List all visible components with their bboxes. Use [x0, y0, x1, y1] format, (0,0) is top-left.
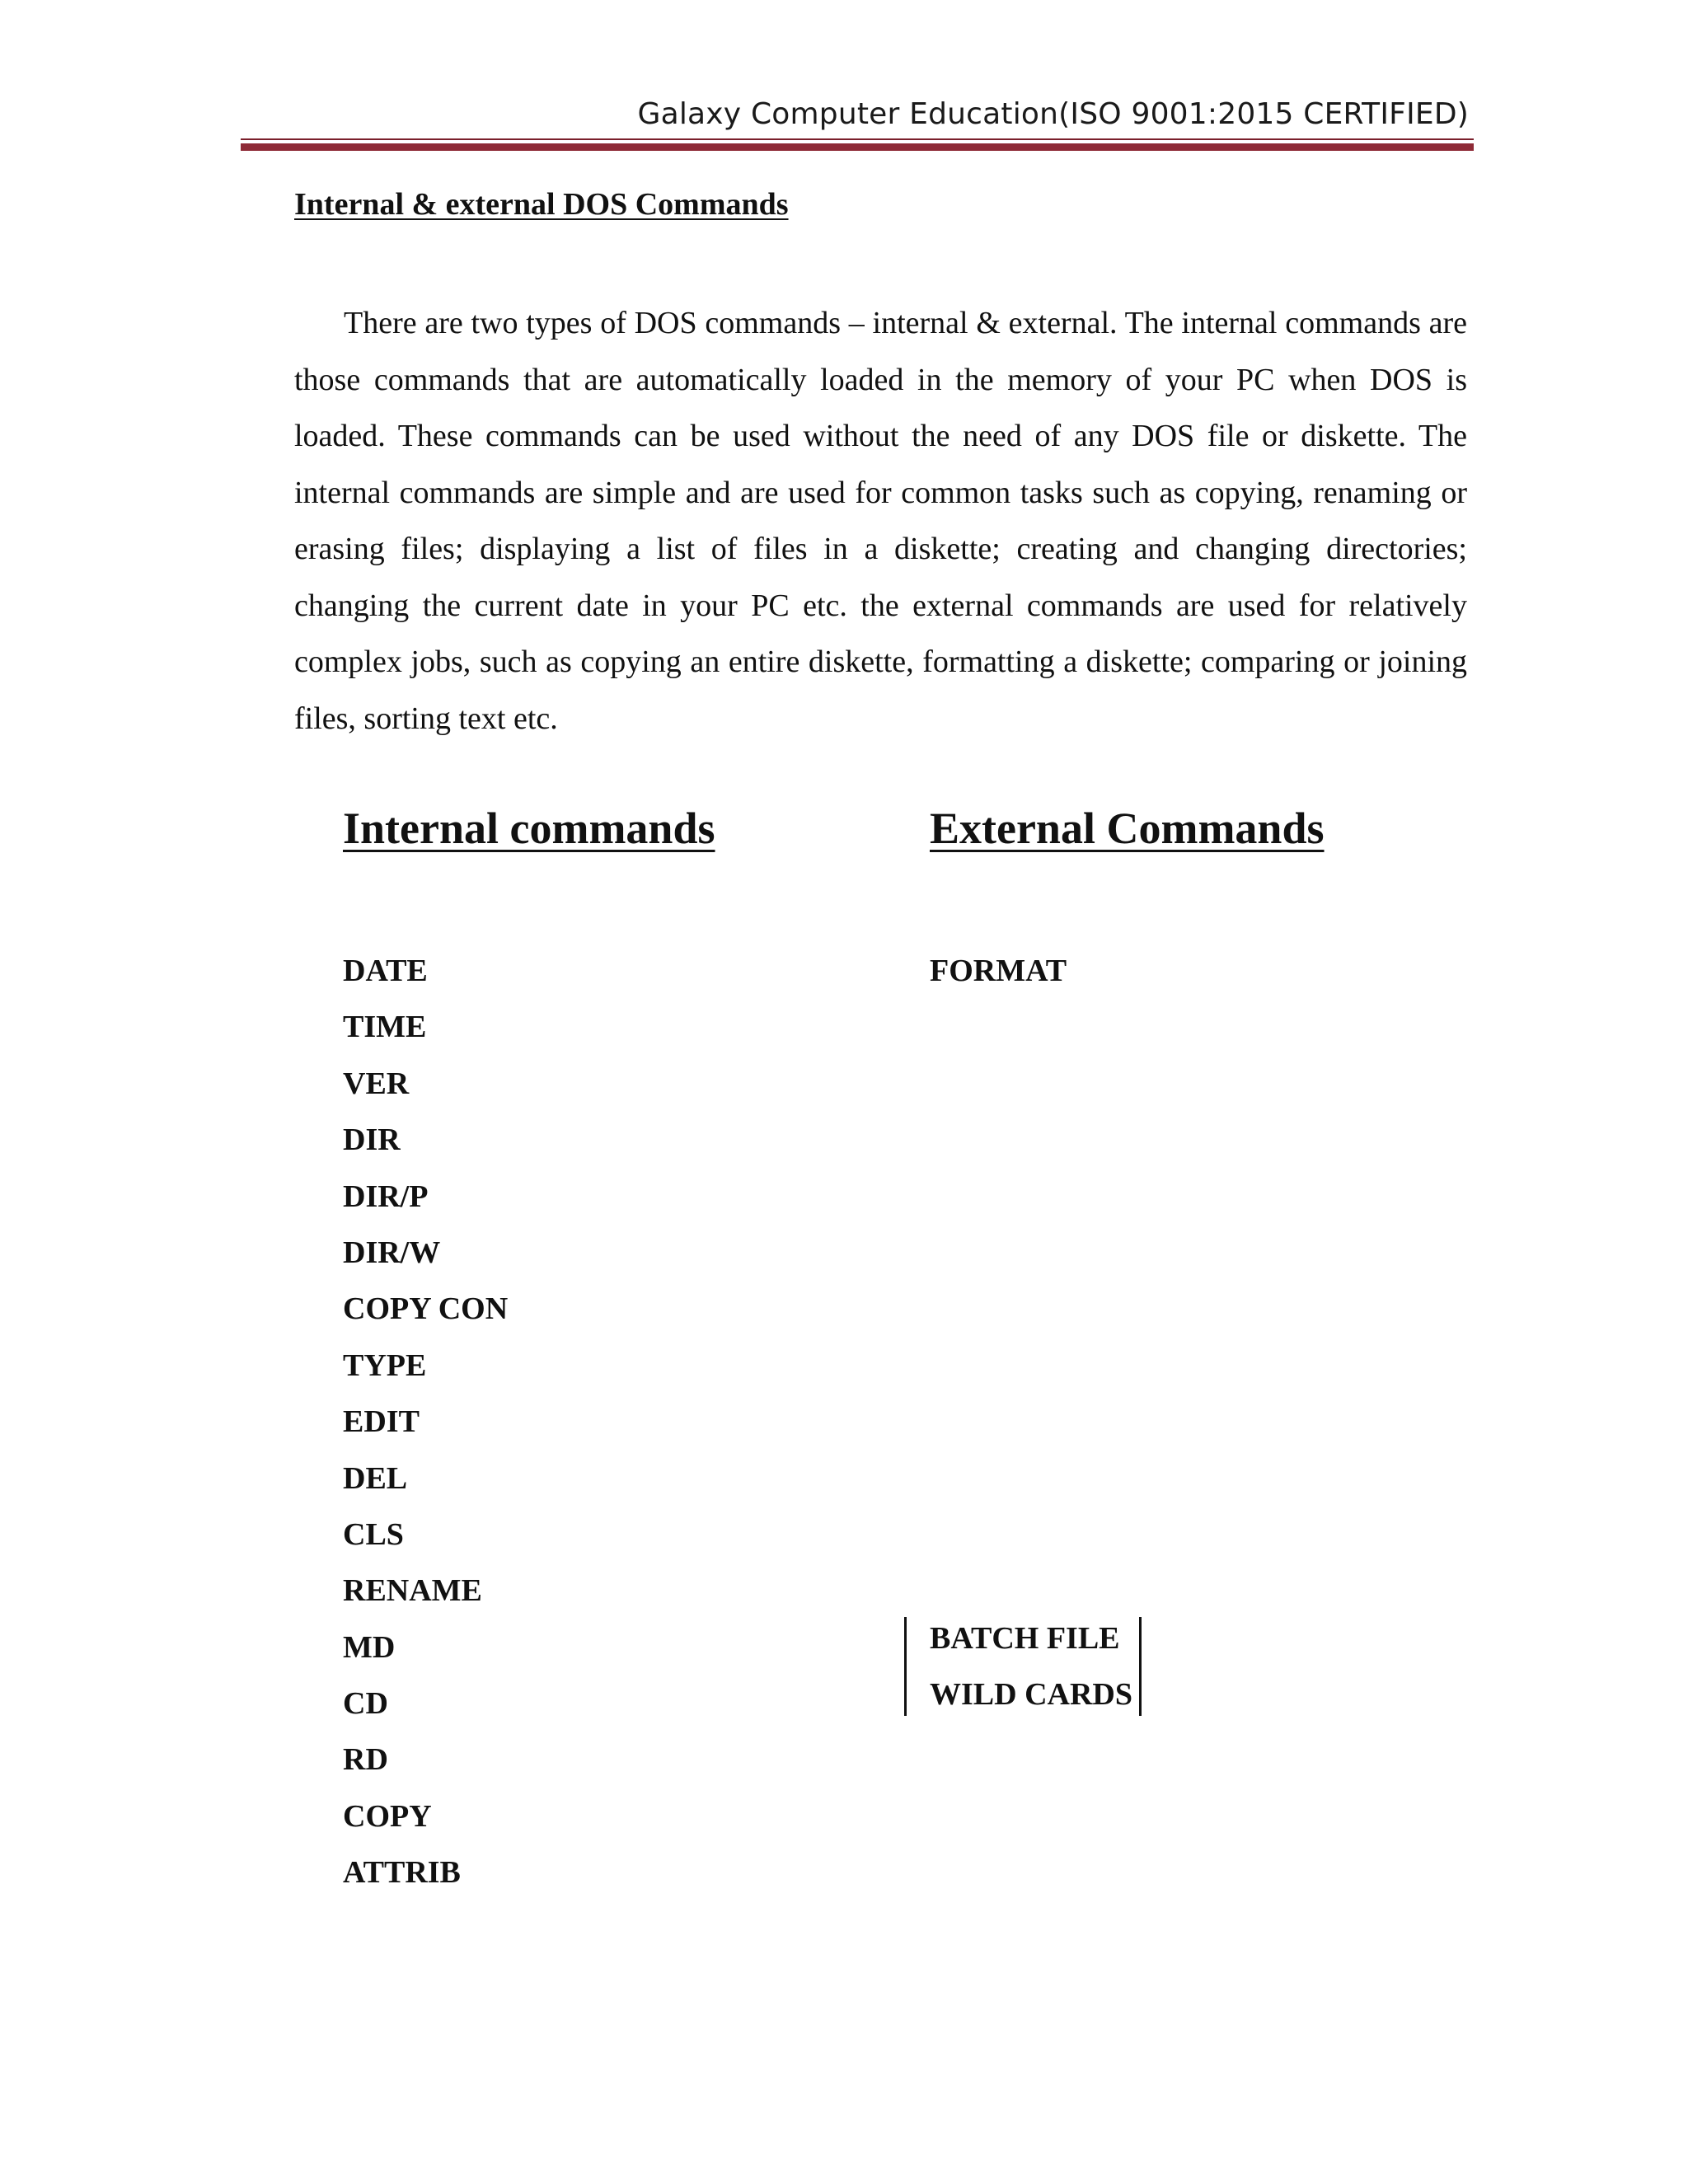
header-rule-thin	[241, 138, 1474, 140]
internal-command-item: DIR/P	[343, 1179, 429, 1214]
intro-paragraph: There are two types of DOS commands – internal & external. The internal commands are those commands that are automatically loaded in the memory of your PC when DOS is loaded. These commands can be used without the need of any DOS file or diskette. The internal commands are simple and are used for common tasks such as copying, renaming or erasing files; displaying a list of files in a diskette; creating and changing directories; changing the current date in your PC etc. the external commands are used for relatively complex jobs, such as copying an entire diskette, formatting a diskette; comparing or joining files, sorting text etc.	[294, 306, 1467, 736]
internal-command-item: COPY	[343, 1798, 432, 1834]
internal-command-item: MD	[343, 1629, 396, 1665]
external-commands-list	[930, 943, 1067, 999]
external-command-item: FORMAT	[930, 954, 1067, 988]
boxed-command-item: WILD CARDS	[930, 1677, 1132, 1713]
external-commands-heading: External Commands	[930, 804, 1325, 853]
internal-command-item: ATTRIB	[343, 1855, 461, 1891]
internal-command-item: RD	[343, 1742, 388, 1778]
internal-command-item: DIR/W	[343, 1235, 441, 1270]
internal-command-item: TYPE	[343, 1347, 427, 1383]
boxed-command-group	[904, 1617, 1142, 1716]
section-title: Internal & external DOS Commands	[294, 187, 789, 222]
internal-command-item: VER	[343, 1066, 410, 1101]
internal-command-item: DATE	[343, 954, 428, 988]
header-title: Galaxy Computer Education(ISO 9001:2015 CERTIFIED)	[637, 97, 1469, 131]
internal-command-item: EDIT	[343, 1404, 420, 1440]
internal-command-item: CLS	[343, 1516, 404, 1552]
internal-command-item: DIR	[343, 1122, 401, 1158]
internal-command-item: CD	[343, 1686, 388, 1722]
internal-command-item: TIME	[343, 1010, 427, 1045]
internal-commands-heading: Internal commands	[343, 804, 715, 853]
internal-command-item: RENAME	[343, 1573, 482, 1609]
internal-commands-list	[343, 943, 508, 1901]
internal-command-item: DEL	[343, 1460, 408, 1496]
internal-command-item: COPY CON	[343, 1291, 509, 1327]
boxed-command-item: BATCH FILE	[930, 1621, 1120, 1656]
header-rule-thick	[241, 143, 1474, 151]
